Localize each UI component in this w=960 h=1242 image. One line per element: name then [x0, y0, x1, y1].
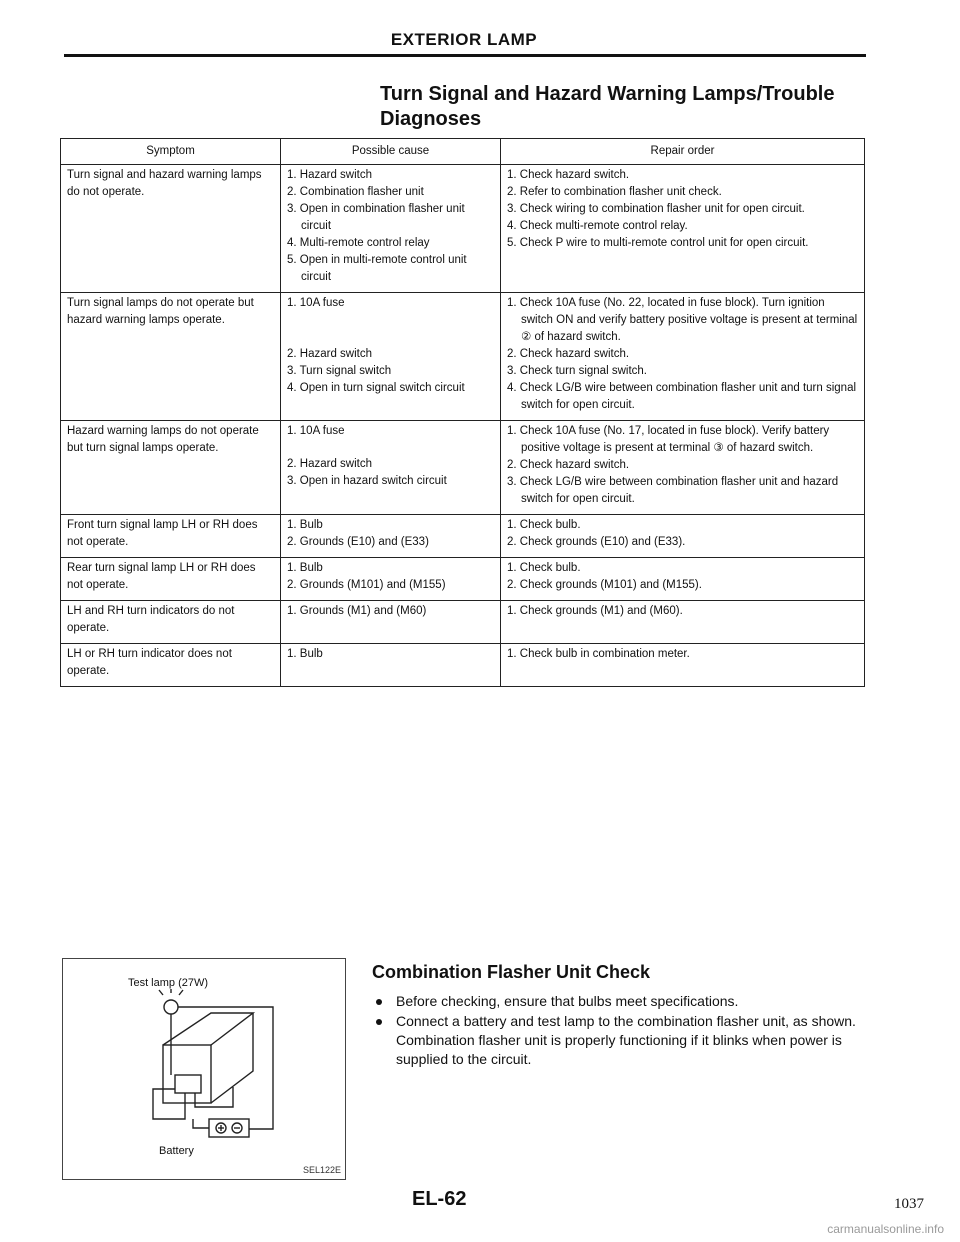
cause-cell — [281, 601, 501, 644]
repair-item: 3. Check turn signal switch. — [507, 365, 647, 377]
cause-cell — [281, 165, 501, 293]
page-header: EXTERIOR LAMP — [390, 30, 538, 49]
cause-cell — [281, 644, 501, 687]
cause-item: 1. Grounds (M1) and (M60) — [287, 605, 427, 617]
cause-cell — [281, 293, 501, 421]
watermark: carmanualsonline.info — [827, 1222, 944, 1236]
repair-item: 5. Check P wire to multi-remote control unit for open circuit. — [507, 237, 809, 249]
repair-item: 1. Check grounds (M1) and (M60). — [507, 605, 683, 617]
header-possible-cause: Possible cause — [281, 139, 501, 165]
symptom-cell: Front turn signal lamp LH or RH does not operate. — [61, 515, 281, 558]
battery-icon — [209, 1119, 249, 1137]
cause-item: 1. Bulb — [287, 519, 323, 531]
repair-item: 2. Refer to combination flasher unit check. — [507, 186, 722, 198]
header-repair-order: Repair order — [501, 139, 865, 165]
cause-item: 2. Grounds (E10) and (E33) — [287, 536, 429, 548]
cause-item: 2. Grounds (M101) and (M155) — [287, 579, 446, 591]
cause-item: 1. Bulb — [287, 562, 323, 574]
table-header-row — [61, 139, 865, 165]
repair-item: 3. Check LG/B wire between combination flasher unit and hazard switch for open circuit. — [507, 476, 839, 505]
repair-cell — [501, 601, 865, 644]
table-row — [61, 165, 865, 293]
test-lamp-diagram — [62, 958, 346, 1180]
repair-cell — [501, 421, 865, 515]
symptom-cell: Rear turn signal lamp LH or RH does not operate. — [61, 558, 281, 601]
cause-cell — [281, 421, 501, 515]
cause-cell — [281, 558, 501, 601]
cause-item: 3. Open in combination flasher unit circuit — [287, 203, 465, 232]
repair-cell — [501, 293, 865, 421]
table-row — [61, 293, 865, 421]
spacer — [287, 440, 494, 456]
cause-item: 2. Combination flasher unit — [287, 186, 424, 198]
repair-item: 2. Check grounds (E10) and (E33). — [507, 536, 686, 548]
battery-label: Battery — [159, 1145, 194, 1157]
repair-item: 2. Check hazard switch. — [507, 459, 630, 471]
cause-item: 3. Turn signal switch — [287, 365, 392, 377]
figure-code: SEL122E — [302, 1165, 341, 1175]
header-symptom: Symptom — [61, 139, 281, 165]
cause-item: 2. Hazard switch — [287, 458, 373, 470]
repair-item: 1. Check hazard switch. — [507, 169, 630, 181]
flasher-check-list — [372, 992, 862, 1070]
symptom-cell: LH and RH turn indicators do not operate. — [61, 601, 281, 644]
repair-item: 4. Check LG/B wire between combination flasher unit and turn signal switch for open circuit. — [507, 382, 857, 411]
symptom-cell: LH or RH turn indicator does not operate. — [61, 644, 281, 687]
table-row — [61, 644, 865, 687]
repair-item: 1. Check bulb. — [507, 562, 581, 574]
section-title: Turn Signal and Hazard Warning Lamps/Trouble Diagnoses — [380, 83, 835, 130]
figure-caption: Test lamp (27W) — [127, 977, 209, 989]
cause-item: 1. Hazard switch — [287, 169, 373, 181]
repair-item: 1. Check bulb in combination meter. — [507, 648, 690, 660]
list-item: Connect a battery and test lamp to the combination flasher unit, as shown. Combination flasher unit is properly functioning if it blinks when power is supplied to the circuit. — [372, 1012, 862, 1069]
manual-page-number: 1037 — [894, 1196, 924, 1212]
repair-item: 1. Check bulb. — [507, 519, 581, 531]
list-item: Before checking, ensure that bulbs meet specifications. — [372, 992, 862, 1011]
page-code: EL-62 — [412, 1188, 467, 1210]
flasher-check-title: Combination Flasher Unit Check — [372, 962, 651, 982]
cause-item: 3. Open in hazard switch circuit — [287, 475, 447, 487]
cause-item: 5. Open in multi-remote control unit circuit — [287, 254, 467, 283]
repair-item: 2. Check grounds (M101) and (M155). — [507, 579, 702, 591]
repair-item: 1. Check 10A fuse (No. 22, located in fuse block). Turn ignition switch ON and verify battery positive voltage is present at terminal ② of hazard switch. — [507, 297, 858, 343]
cause-item: 2. Hazard switch — [287, 348, 373, 360]
cause-item: 1. 10A fuse — [287, 297, 345, 309]
repair-cell — [501, 644, 865, 687]
repair-item: 1. Check 10A fuse (No. 17, located in fuse block). Verify battery positive voltage is present at terminal ③ of hazard switch. — [507, 425, 830, 454]
repair-item: 3. Check wiring to combination flasher unit for open circuit. — [507, 203, 805, 215]
repair-cell — [501, 558, 865, 601]
table-row — [61, 515, 865, 558]
cause-item: 1. Bulb — [287, 648, 323, 660]
cause-item: 4. Open in turn signal switch circuit — [287, 382, 465, 394]
repair-cell — [501, 515, 865, 558]
symptom-cell: Turn signal and hazard warning lamps do not operate. — [61, 165, 281, 293]
cause-item: 1. 10A fuse — [287, 425, 345, 437]
diagnosis-table — [60, 138, 865, 687]
spacer — [287, 312, 494, 346]
cause-item: 4. Multi-remote control relay — [287, 237, 430, 249]
repair-cell — [501, 165, 865, 293]
header-rule — [64, 54, 866, 57]
symptom-cell: Hazard warning lamps do not operate but turn signal lamps operate. — [61, 421, 281, 515]
table-row — [61, 601, 865, 644]
table-row — [61, 421, 865, 515]
flasher-unit-body — [163, 1045, 211, 1103]
flasher-wiring-drawing — [123, 989, 293, 1149]
table-row — [61, 558, 865, 601]
cause-cell — [281, 515, 501, 558]
symptom-cell: Turn signal lamps do not operate but hazard warning lamps operate. — [61, 293, 281, 421]
lamp-bulb-icon — [164, 1000, 178, 1014]
repair-item: 2. Check hazard switch. — [507, 348, 630, 360]
repair-item: 4. Check multi-remote control relay. — [507, 220, 688, 232]
